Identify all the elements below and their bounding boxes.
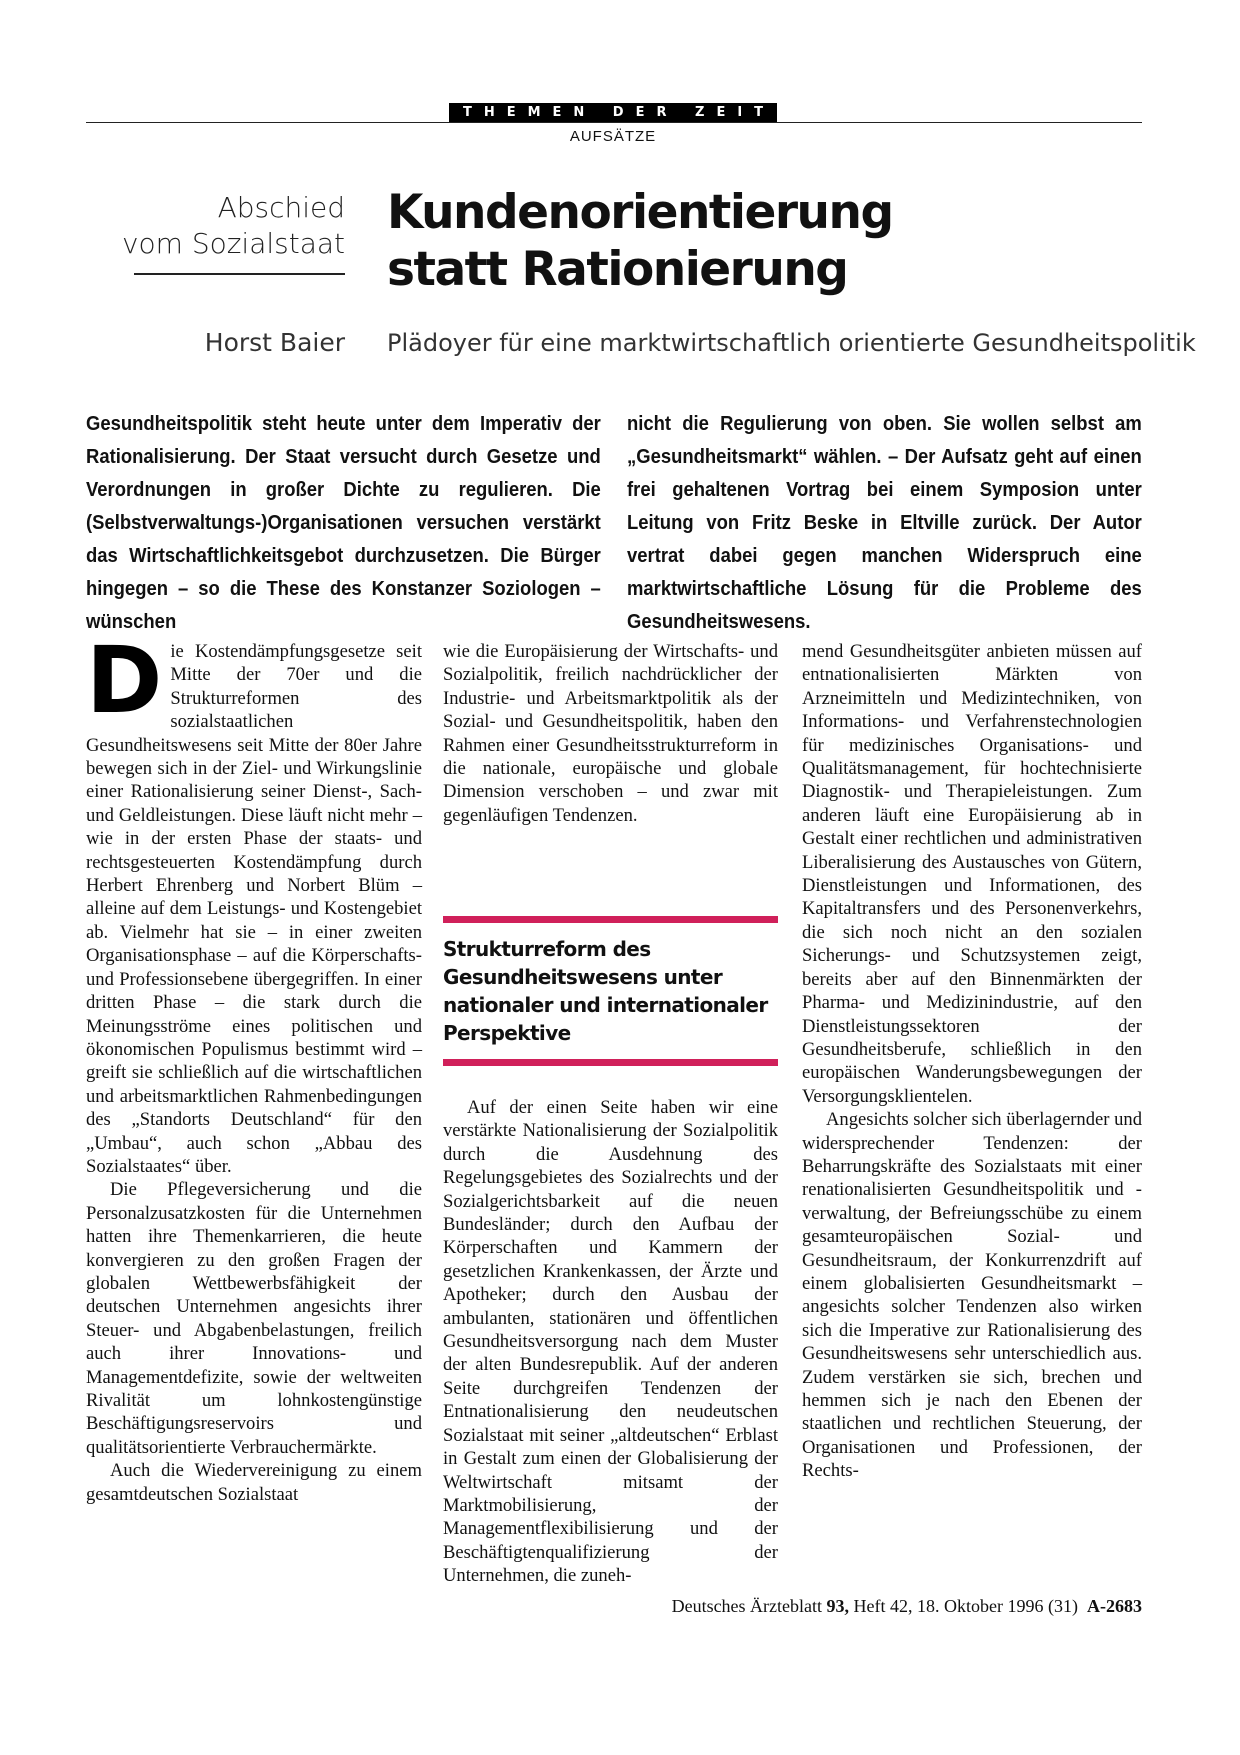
abstract-left — [86, 407, 601, 638]
abstract-right — [627, 407, 1142, 638]
body-column-1 — [86, 627, 422, 1605]
drop-cap: D — [86, 627, 163, 734]
article-subtitle: Plädoyer für eine marktwirtschaftlich orientierte Gesundheitspolitik — [387, 329, 1196, 357]
paragraph: wie die Europäisierung der Wirtschafts- und Sozialpolitik, freilich nachdrücklicher der Industrie- und Arbeitsmarktpolitik als der Sozial- und Gesundheitspolitik, haben den Rahmen einer Gesundheitsstrukturreform in die nationale, europäische und globale Dimension verschoben – und zwar mit gegenläufigen Tendenzen. — [443, 641, 778, 826]
header-rule — [86, 122, 1142, 123]
article-title — [387, 184, 1147, 298]
subheading: Strukturreform des Gesundheitswesens unter nationaler und internationaler Perspektive — [443, 937, 768, 1045]
paragraph — [86, 627, 422, 1178]
page-number: A-2683 — [1087, 1596, 1142, 1616]
journal-name: Deutsches Ärzteblatt — [671, 1596, 823, 1616]
paragraph-text: ie Kostendämpfungsgesetze seit Mitte der 70er und die Strukturreformen des sozialstaatlichen Gesundheitswesens seit Mitte der 80er Jahre bewegen sich in der Ziel- und Wirkungslinie einer Rationalisierung seiner Dienst-, Sach- und Geldleistungen. Diese läuft nicht mehr – wie in der ersten Phase der staats- und rechtsgesteuerten Kostendämpfung durch Herbert Ehrenberg und Norbert Blüm – alleine auf dem Leistungs- und Kostengebiet ab. Vielmehr hat sie – in einer zweiten Organisationsphase – auf die Körperschafts- und Professionsebene übergegriffen. In einer dritten Phase – die stark durch die Meinungsströme eines politischen und ökonomischen Populismus bestimmt wird – greift sie schließlich auf die wirtschaftlichen und arbeitsmarktlichen Rahmenbedingungen des „Standorts Deutschland“ für den „Umbau“, auch schon „Abbau des Sozialstaates“ über. — [86, 641, 422, 1177]
kicker-line-2: vom Sozialstaat — [121, 227, 345, 260]
paragraph: mend Gesundheitsgüter anbieten müssen auf entnationalisierten Märkten von Arzneimitteln und Medizintechniken, von Informations- und Verfahrenstechnologien für medizinisches Organisations- und Qualitätsmanagement, für hochtechnisierte Diagnostik- und Therapieleistungen. Zum anderen läuft eine Europäisierung ab in Gestalt einer rechtlichen und administrativen Liberalisierung des Austausches von Gütern, Dienstleistungen und Informationen, des Kapitaltransfers und des Personenverkehrs, die sich noch nicht an den sozialen Sicherungs- und Schutzsystemen zeigt, bereits aber auf den Binnenmärkten der Pharma- und Medizinindustrie, auf den Dienstleistungssektoren der Gesundheitsberufe, schließlich in den europäischen Wanderungsbewegungen der Versorgungsklientelen. — [802, 641, 1142, 1107]
paragraph: Die Pflegeversicherung und die Personalzusatzkosten für die Unternehmen hatten ihre Themenkarrieren, die heute konvergieren zu den großen Fragen der globalen Wettbewerbsfähigkeit der deutschen Unternehmen angesichts ihrer Steuer- und Abgabenbelastungen, freilich auch ihrer Innovations- und Managementdefizite, sowie der weltweiten Rivalität um lohnkostengünstige Beschäftigungsreservoirs und qualitätsorientierte Verbrauchermärkte. — [86, 1179, 422, 1458]
title-line-2: statt Rationierung — [387, 242, 848, 297]
column-2-top — [443, 640, 778, 880]
abstract-left-text: Gesundheitspolitik steht heute unter dem Imperativ der Rationalisierung. Der Staat versucht durch Gesetze und Verordnungen in großer Dichte zu regulieren. Die (Selbstverwaltungs-)Organisationen versuchen verstärkt das Wirtschaftlichkeitsgebot durchzusetzen. Die Bürger hingegen – so die These des Konstanzer Soziologen – wünschen — [86, 412, 601, 633]
section-label: THEMEN DER ZEIT — [449, 103, 777, 122]
body-column-2 — [443, 640, 778, 1587]
author: Horst Baier — [204, 328, 345, 357]
title-line-1: Kundenorientierung — [387, 185, 893, 240]
paragraph: Angesichts solcher sich überlagernder und widersprechender Tendenzen: der Beharrungskräfte des Sozialstaats mit einer renationalisierten Gesundheitspolitik und -verwaltung, der Befreiungsschübe zu einem gesamteuropäischen Sozial- und Gesundheitsraum, der Konkurrenzdrift auf einem globalisierten Gesundheitsmarkt – angesichts solcher Tendenzen also wirken sich die Imperative zur Rationalisierung des Gesundheitswesens sehr unterschiedlich aus. Zudem verstärken sie sich, brechen und hemmen sich je nach den Ebenen der staatlichen und rechtlichen Steuerung, der Organisationen und Professionen, der Rechts- — [802, 1109, 1142, 1482]
abstract-right-text: nicht die Regulierung von oben. Sie wollen selbst am „Gesundheitsmarkt“ wählen. – Der Aufsatz geht auf einen frei gehaltenen Vortrag bei einem Symposion unter Leitung von Fritz Beske in Eltville zurück. Der Autor vertrat dabei gegen manchen Widerspruch eine marktwirtschaftliche Lösung für die Probleme des Gesundheitswesens. — [627, 412, 1142, 633]
kicker-rule — [134, 273, 345, 275]
paragraph: Auch die Wiedervereinigung zu einem gesamtdeutschen Sozialstaat — [86, 1460, 422, 1505]
subheading-box — [443, 916, 778, 1066]
column-2-bottom — [443, 1096, 778, 1587]
page-footer — [672, 1596, 1142, 1617]
journal-issue: Heft 42, 18. Oktober 1996 (31) — [853, 1596, 1078, 1616]
journal-volume: 93, — [826, 1596, 850, 1616]
paragraph: Auf der einen Seite haben wir eine verstärkte Nationalisierung der Sozialpolitik durch die Ausdehnung des Regelungsgebietes des Sozialrechts und der Sozialgerichtsbarkeit auf die neuen Bundesländer; durch den Aufbau der Körperschaften und Kammern der gesetzlichen Krankenkassen, der Ärzte und Apotheker; durch den Ausbau der ambulanten, stationären und öffentlichen Gesundheitsversorgung nach dem Muster der alten Bundesrepublik. Auf der anderen Seite durchgreifen Tendenzen der Entnationalisierung den neudeutschen Sozialstaat mit seiner „altdeutschen“ Erblast in Gestalt zum einen der Globalisierung der Weltwirtschaft mitsamt der Marktmobilisierung, der Managementflexibilisierung und der Beschäftigtenqualifizierung der Unternehmen, die zuneh- — [443, 1097, 778, 1587]
kicker — [122, 190, 345, 262]
body-column-3 — [802, 640, 1142, 1605]
kicker-line-1: Abschied — [217, 191, 345, 224]
subsection-label: AUFSÄTZE — [569, 128, 657, 145]
